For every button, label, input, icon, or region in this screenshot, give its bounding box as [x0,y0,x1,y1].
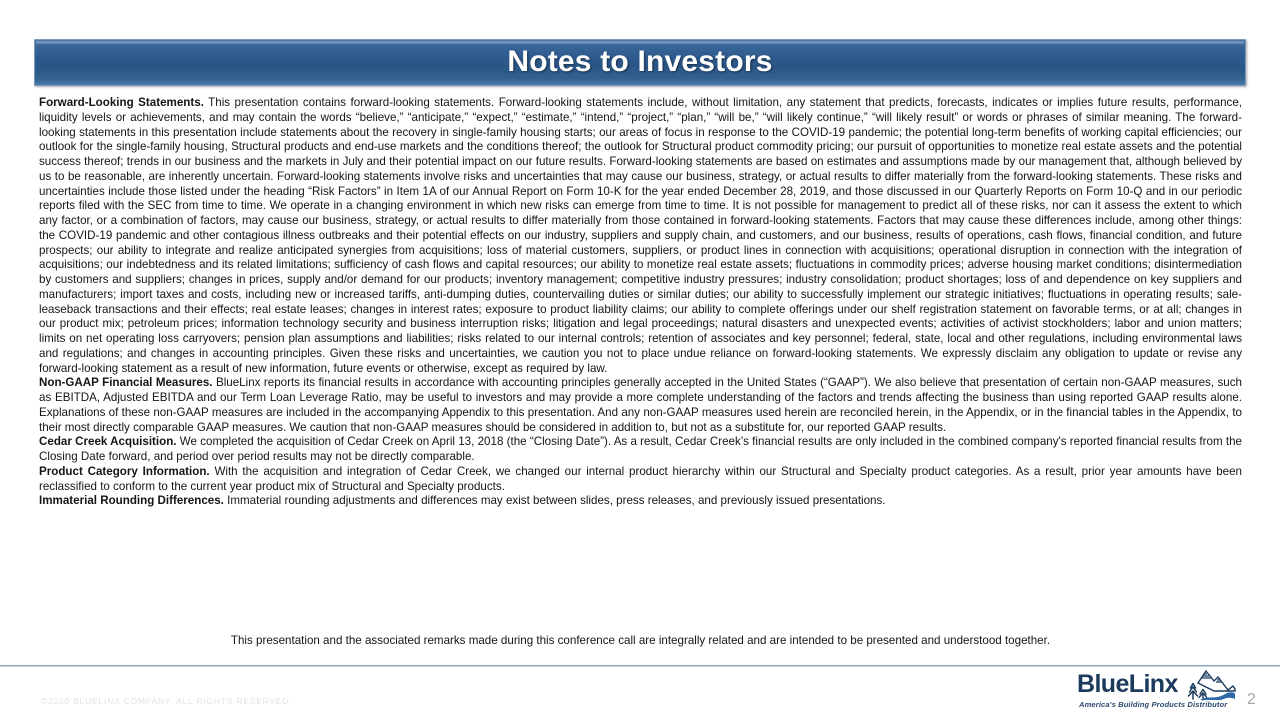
heading-immaterial-rounding: Immaterial Rounding Differences. [39,494,224,508]
mountain-trees-river-icon [1184,669,1236,701]
text-non-gaap: BlueLinx reports its financial results in accordance with accounting principles generally accepted in the United States (“GAAP”). We also believe that presentation of certain non-GAAP measures, such as EBITDA, Adjusted EBITDA and our Term Loan Leverage Ratio, may be useful to investors and may provide a more complete understanding of the factors and trends affecting the business than using reported GAAP results alone. Explanations of these non-GAAP measures are included in the accompanying Appendix to this presentation. And any non-GAAP measures used herein are reconciled herein, in the Appendix, or in the financial tables in the Appendix, to their most directly comparable GAAP measures. We caution that non-GAAP measures should be considered in addition to, but not as a substitute for, our reported GAAP results. [39,376,1242,434]
footer-divider [0,665,1280,666]
heading-product-category: Product Category Information. [39,464,210,478]
bluelinx-logo [1077,669,1235,711]
logo-wordmark [1077,672,1178,697]
disclaimer-body [39,96,1242,509]
heading-cedar-creek: Cedar Creek Acquisition. [39,435,177,449]
slide-title-banner [34,39,1246,86]
logo-word-blue: Blue [1077,670,1129,698]
heading-non-gaap: Non-GAAP Financial Measures. [39,376,213,390]
closing-note: This presentation and the associated remarks made during this conference call are integrally related and are intended to be presented and understood together. [230,634,1051,647]
paragraph-cedar-creek [39,435,1242,465]
paragraph-forward-looking [39,96,1242,376]
page-number: 2 [1247,691,1256,708]
logo-tagline: America's Building Products Distributor [1079,700,1228,709]
text-forward-looking: This presentation contains forward-looking statements. Forward-looking statements include, without limitation, any statement that predicts, forecasts, indicates or implies future results, performance, liquidity levels or achievements, and may contain the words “believe,” “anticipate,” “expect,” “estimate,” “intend,” “project,” “plan,” “will be,” “will likely continue,” “will likely result” or words or phrases of similar meaning. The forward-looking statements in this presentation include statements about the recovery in single-family housing starts; our areas of focus in response to the COVID-19 pandemic; the potential long-term benefits of working capital efficiencies; our outlook for the single-family housing, Structural products and end-use markets and the conditions thereof; the outlook for Structural product commodity pricing; our pursuit of opportunities to monetize real estate assets and the potential success thereof; trends in our business and the markets in July and their potential impact on our future results. Forward-looking statements are based on estimates and assumptions made by our management that, although believed by us to be reasonable, are inherently uncertain. Forward-looking statements involve risks and uncertainties that may cause our business, strategy, or actual results to differ materially from the forward-looking statements. These risks and uncertainties include those listed under the heading “Risk Factors” in Item 1A of our Annual Report on Form 10-K for the year ended December 28, 2019, and those discussed in our Quarterly Reports on Form 10-Q and in our periodic reports filed with the SEC from time to time. We operate in a changing environment in which new risks can emerge from time to time. It is not possible for management to predict all of these risks, nor can it assess the extent to which any factor, or a combination of factors, may cause our business, strategy, or actual results to differ materially from those contained in forward-looking statements. Factors that may cause these differences include, among other things: the COVID-19 pandemic and other contagious illness outbreaks and their potential effects on our industry, suppliers and supply chain, and customers, and our business, results of operations, cash flows, financial condition, and future prospects; our ability to integrate and realize anticipated synergies from acquisitions; loss of material customers, suppliers, or product lines in connection with acquisitions; operational disruption in connection with the integration of acquisitions; our indebtedness and its related limitations; sufficiency of cash flows and capital resources; our ability to monetize real estate assets; fluctuations in commodity prices; adverse housing market conditions; disintermediation by customers and suppliers; changes in prices, supply and/or demand for our products; inventory management; competitive industry pressures; industry consolidation; product shortages; loss of and dependence on key suppliers and manufacturers; import taxes and costs, including new or increased tariffs, anti-dumping duties, countervailing duties or similar duties; our ability to successfully implement our strategic initiatives; fluctuations in operating results; sale-leaseback transactions and their effects; real estate leases; changes in interest rates; exposure to product liability claims; our ability to complete offerings under our shelf registration statement on favorable terms, or at all; changes in our product mix; petroleum prices; information technology security and business interruption risks; litigation and legal proceedings; natural disasters and unexpected events; activities of activist stockholders; labor and union matters; limits on net operating loss carryovers; pension plan assumptions and liabilities; risks related to our internal controls; retention of associates and key personnel; federal, state, local and other regulations, including environmental laws and regulations; and changes in accounting principles. Given these risks and uncertainties, we caution you not to place undue reliance on forward-looking statements. We expressly disclaim any obligation to update or revise any forward-looking statement as a result of new information, future events or otherwise, except as required by law. [39,96,1242,375]
copyright-notice: ©2020 BLUELINX COMPANY. ALL RIGHTS RESERVED. [41,696,293,706]
heading-forward-looking: Forward-Looking Statements. [39,96,204,109]
text-immaterial-rounding: Immaterial rounding adjustments and differences may exist between slides, press releases, and previously issued presentations. [223,494,886,508]
paragraph-product-category [39,465,1242,495]
logo-word-linx: Linx [1128,670,1178,698]
text-cedar-creek: We completed the acquisition of Cedar Creek on April 13, 2018 (the “Closing Date”). As a result, Cedar Creek’s financial results are only included in the combined company's reported financial results from the Closing Date forward, and period over period results may not be directly comparable. [39,435,1242,463]
paragraph-immaterial-rounding [39,494,1242,509]
text-product-category: With the acquisition and integration of Cedar Creek, we changed our internal product hierarchy within our Structural and Specialty product categories. As a result, prior year amounts have been reclassified to conform to the current year product mix of Structural and Specialty products. [39,464,1242,493]
paragraph-non-gaap [39,376,1242,435]
page-title: Notes to Investors [507,45,773,78]
